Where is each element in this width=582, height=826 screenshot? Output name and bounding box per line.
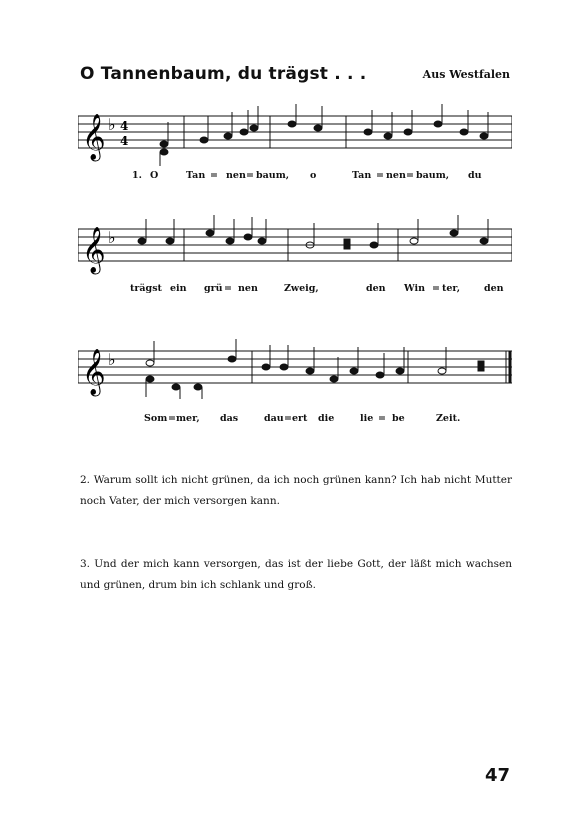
page-number: 47	[484, 765, 510, 786]
lyrics-line-3	[80, 413, 510, 429]
lyric-syllable: Tan	[186, 170, 206, 181]
lyric-syllable: be	[392, 413, 405, 424]
music-staff-2	[78, 213, 512, 281]
lyric-syllable: Som	[144, 413, 168, 424]
lyric-syllable: den	[484, 283, 504, 294]
lyric-syllable: du	[468, 170, 482, 181]
svg-text:♭: ♭	[108, 115, 116, 134]
svg-text:♭: ♭	[108, 228, 116, 247]
lyric-syllable: Tan	[352, 170, 372, 181]
svg-text:4: 4	[120, 119, 129, 133]
lyric-syllable: 1.	[132, 170, 142, 181]
lyric-syllable: den	[366, 283, 386, 294]
song-origin: Aus Westfalen	[422, 68, 510, 81]
lyric-syllable: ert	[292, 413, 308, 424]
song-title: O Tannenbaum, du trägst . . .	[80, 64, 367, 84]
svg-text:♭: ♭	[108, 350, 116, 369]
music-staff-1	[78, 100, 512, 168]
lyric-syllable: baum,	[256, 170, 290, 181]
lyric-syllable: baum,	[416, 170, 450, 181]
lyric-syllable: dau	[264, 413, 284, 424]
svg-text:4: 4	[120, 134, 129, 148]
lyric-syllable: =	[168, 413, 176, 424]
lyric-syllable: O	[150, 170, 159, 181]
svg-text:𝄞: 𝄞	[82, 114, 106, 160]
lyric-syllable: =	[432, 283, 440, 294]
lyric-syllable: nen	[226, 170, 246, 181]
lyric-syllable: nen	[238, 283, 258, 294]
lyric-syllable: ein	[170, 283, 187, 294]
lyric-syllable: mer,	[176, 413, 200, 424]
music-staff-3	[78, 335, 512, 403]
lyric-syllable: =	[376, 170, 384, 181]
lyric-syllable: Win	[404, 283, 426, 294]
lyric-syllable: trägst	[130, 283, 162, 294]
lyrics-line-2	[80, 283, 510, 299]
lyric-syllable: o	[310, 170, 317, 181]
lyric-syllable: =	[224, 283, 232, 294]
lyric-syllable: Zeit.	[436, 413, 461, 424]
lyric-syllable: =	[246, 170, 254, 181]
svg-text:𝄞: 𝄞	[82, 227, 106, 273]
lyric-syllable: lie	[360, 413, 374, 424]
lyrics-line-1	[80, 170, 510, 186]
verse-2: 2. Warum sollt ich nicht grünen, da ich noch grünen kann? Ich hab nicht Mutter noch Vater, der mich versorgen kann.	[80, 474, 512, 507]
lyric-syllable: =	[210, 170, 218, 181]
lyric-syllable: nen	[386, 170, 406, 181]
svg-text:𝄞: 𝄞	[82, 349, 106, 395]
lyric-syllable: =	[284, 413, 292, 424]
lyric-syllable: Zweig,	[284, 283, 319, 294]
lyric-syllable: =	[378, 413, 386, 424]
verse-3: 3. Und der mich kann versorgen, das ist der liebe Gott, der läßt mich wachsen und grünen, drum bin ich schlank und groß.	[80, 558, 512, 591]
lyric-syllable: ter,	[442, 283, 461, 294]
lyric-syllable: die	[318, 413, 335, 424]
lyric-syllable: =	[406, 170, 414, 181]
lyric-syllable: grü	[204, 283, 223, 294]
lyric-syllable: das	[220, 413, 239, 424]
